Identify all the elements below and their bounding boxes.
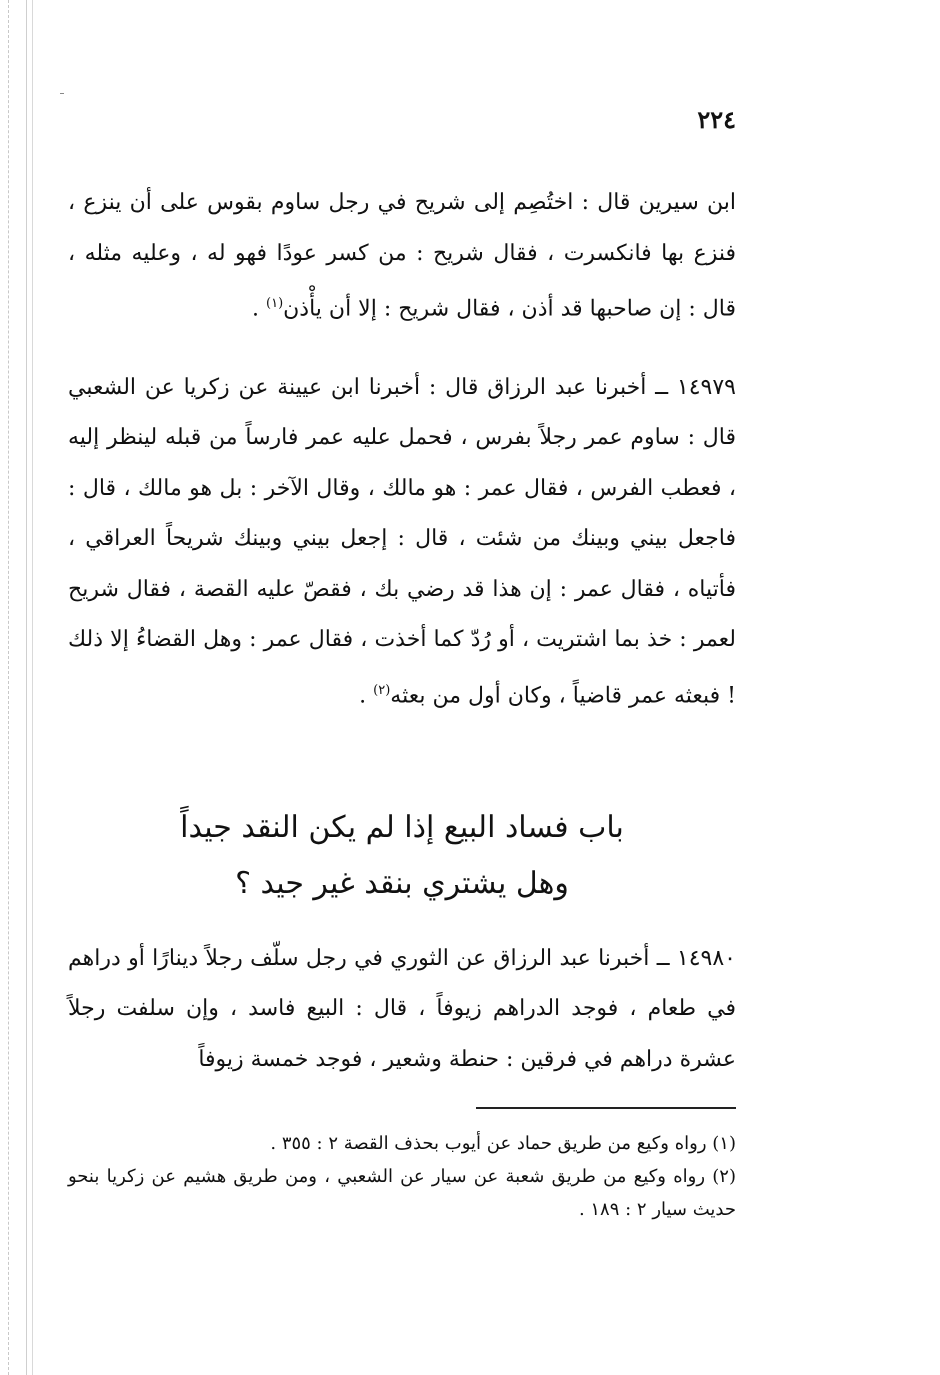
page-margin-line [32,0,33,1375]
footnote-2: (٢) رواه وكيع من طريق شعبة عن سيار عن الشعبي ، ومن طريق هشيم عن زكريا بنحو حديث سيار ٢ : ١٨٩ . [68,1166,736,1221]
end-mark: . [252,296,266,322]
page-margin-line [26,0,27,1375]
end-mark: . [359,683,374,709]
hadith-14980: ١٤٩٨٠ ــ أخبرنا عبد الرزاق عن الثوري في رجل سلّف رجلاً دينارًا أو دراهم في طعام ، فوجد الدراهم زيوفاً ، قال : البيع فاسد ، وإن سلفت رجلاً عشرة دراهم في فرقين : حنطة وشعير ، فوجد خمسة زيوفاً [68,945,736,1072]
paragraph-continuation [68,178,736,335]
chapter-heading [68,800,736,912]
hadith-14979 [68,363,736,722]
scan-speck [60,93,64,94]
page-number: ٢٢٤ [697,105,736,134]
footnote-ref-1: (١) [266,296,284,311]
footnote-divider [476,1107,736,1109]
paragraph-text: ابن سيرين قال : اختُصِم إلى شريح في رجل ساوم بقوس على أن ينزع ، فنزع بها فانكسرت ، فقال شريح : من كسر عودًا فهو له ، وعليه مثله ، قال : إن صاحبها قد أذن ، فقال شريح : إلا أن يأْذن [68,190,736,322]
paragraph-text: ١٤٩٧٩ ــ أخبرنا عبد الرزاق قال : أخبرنا ابن عيينة عن زكريا عن الشعبي قال : ساوم عمر رجلاً بفرس ، فحمل عليه عمر فارساً من قبله لينظر إليه ، فعطب الفرس ، فقال عمر : هو مالك ، وقال الآخر : بل هو مالك ، قال : فاجعل بيني وبينك من شئت ، قال : إجعل بيني وبينك شريحاً العراقي ، فأتياه ، فقال عمر : إن هذا قد رضي بك ، فقصّ عليه القصة ، فقال شريح لعمر : خذ بما اشتريت ، أو رُدّ كما أخذت ، فقال عمر : وهل القضاءُ إلا ذلك ! فبعثه عمر قاضياً ، وكان أول من بعثه [68,374,736,709]
heading-line-2: وهل يشتري بنقد غير جيد ؟ [235,865,569,901]
document-page [68,100,736,1226]
page-margin-line [8,0,9,1375]
footnote-ref-2: (٢) [373,682,391,698]
heading-line-1: باب فساد البيع إذا لم يكن النقد جيداً [180,809,624,845]
footnote-1: (١) رواه وكيع من طريق حماد عن أيوب بحذف القصة ٢ : ٣٥٥ . [270,1133,736,1155]
